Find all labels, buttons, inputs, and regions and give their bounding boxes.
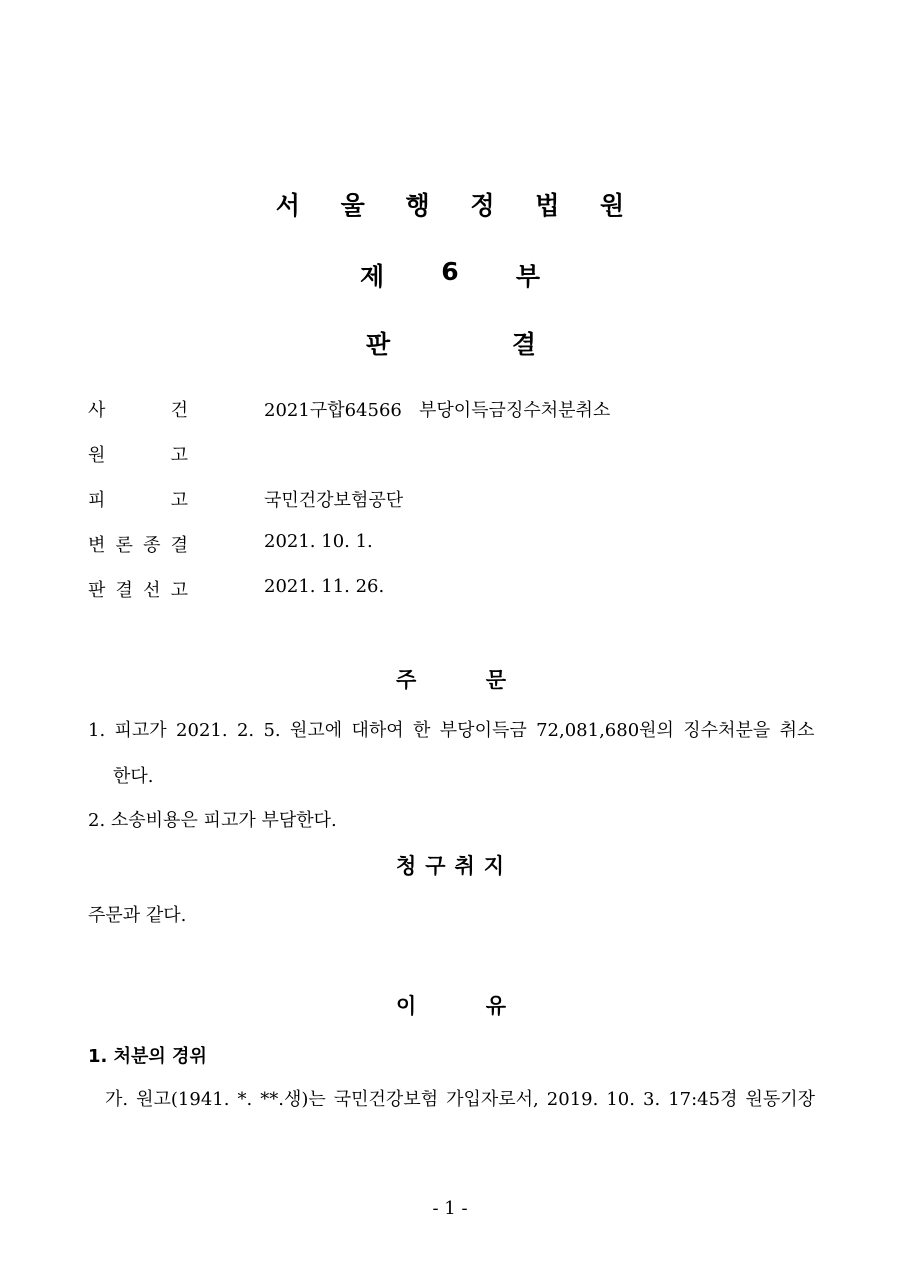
heading-char: 취 (454, 854, 475, 878)
label-char: 종 (143, 535, 161, 556)
label-char: 사 (88, 400, 106, 421)
division-char: 부 (515, 262, 540, 291)
label-char: 피 (88, 490, 106, 511)
closing-label (88, 531, 188, 557)
defendant-value: 국민건강보험공단 (264, 490, 404, 511)
label-char: 변 (88, 535, 106, 556)
pronouncement-label (88, 576, 188, 602)
doc-type-char: 결 (511, 330, 536, 359)
heading-char: 주 (396, 668, 417, 692)
division-title (360, 257, 540, 293)
label-char: 건 (170, 400, 188, 421)
plaintiff-label (88, 441, 188, 467)
case-row-defendant (88, 486, 828, 512)
division-char: 제 (360, 262, 385, 291)
label-char: 선 (143, 580, 161, 601)
reasons-heading (396, 990, 506, 1020)
case-label (88, 396, 188, 422)
heading-char: 문 (485, 668, 506, 692)
label-char: 결 (170, 535, 188, 556)
heading-char: 청 (396, 854, 417, 878)
page-number: - 1 - (432, 1198, 468, 1219)
order-item-1-line-1: 1. 피고가 2021. 2. 5. 원고에 대하여 한 부당이득금 72,081,680원의 징수처분을 취소 (88, 720, 815, 741)
heading-char: 이 (396, 994, 417, 1018)
heading-char: 지 (483, 854, 504, 878)
claim-text: 주문과 같다. (88, 905, 187, 926)
case-row-closing (88, 531, 828, 557)
pronouncement-date-value: 2021. 11. 26. (264, 576, 385, 597)
closing-date-value: 2021. 10. 1. (264, 531, 373, 552)
case-number-value: 2021구합64566 부당이득금징수처분취소 (264, 400, 611, 421)
heading-char: 유 (485, 994, 506, 1018)
label-char: 판 (88, 580, 106, 601)
reasons-paragraph-ga: 가. 원고(1941. *. **.생)는 국민건강보험 가입자로서, 2019. 10. 3. 17:45경 원동기장 (105, 1089, 816, 1110)
order-heading (396, 664, 506, 694)
claim-heading (396, 850, 504, 880)
case-row-case (88, 396, 828, 422)
division-char: 6 (441, 257, 459, 286)
order-item-1-line-2: 한다. (113, 766, 154, 787)
label-char: 론 (115, 535, 133, 556)
label-char: 고 (170, 445, 188, 466)
label-char: 원 (88, 445, 106, 466)
section-1-title: 1. 처분의 경위 (88, 1046, 207, 1067)
defendant-label (88, 486, 188, 512)
heading-char: 구 (425, 854, 446, 878)
case-row-pronouncement (88, 576, 828, 602)
label-char: 고 (170, 490, 188, 511)
court-name: 서 울 행 정 법 원 (275, 191, 641, 220)
label-char: 결 (115, 580, 133, 601)
document-type (366, 325, 536, 361)
order-item-2: 2. 소송비용은 피고가 부담한다. (88, 810, 337, 831)
label-char: 고 (170, 580, 188, 601)
doc-type-char: 판 (366, 330, 391, 359)
case-row-plaintiff (88, 441, 828, 467)
